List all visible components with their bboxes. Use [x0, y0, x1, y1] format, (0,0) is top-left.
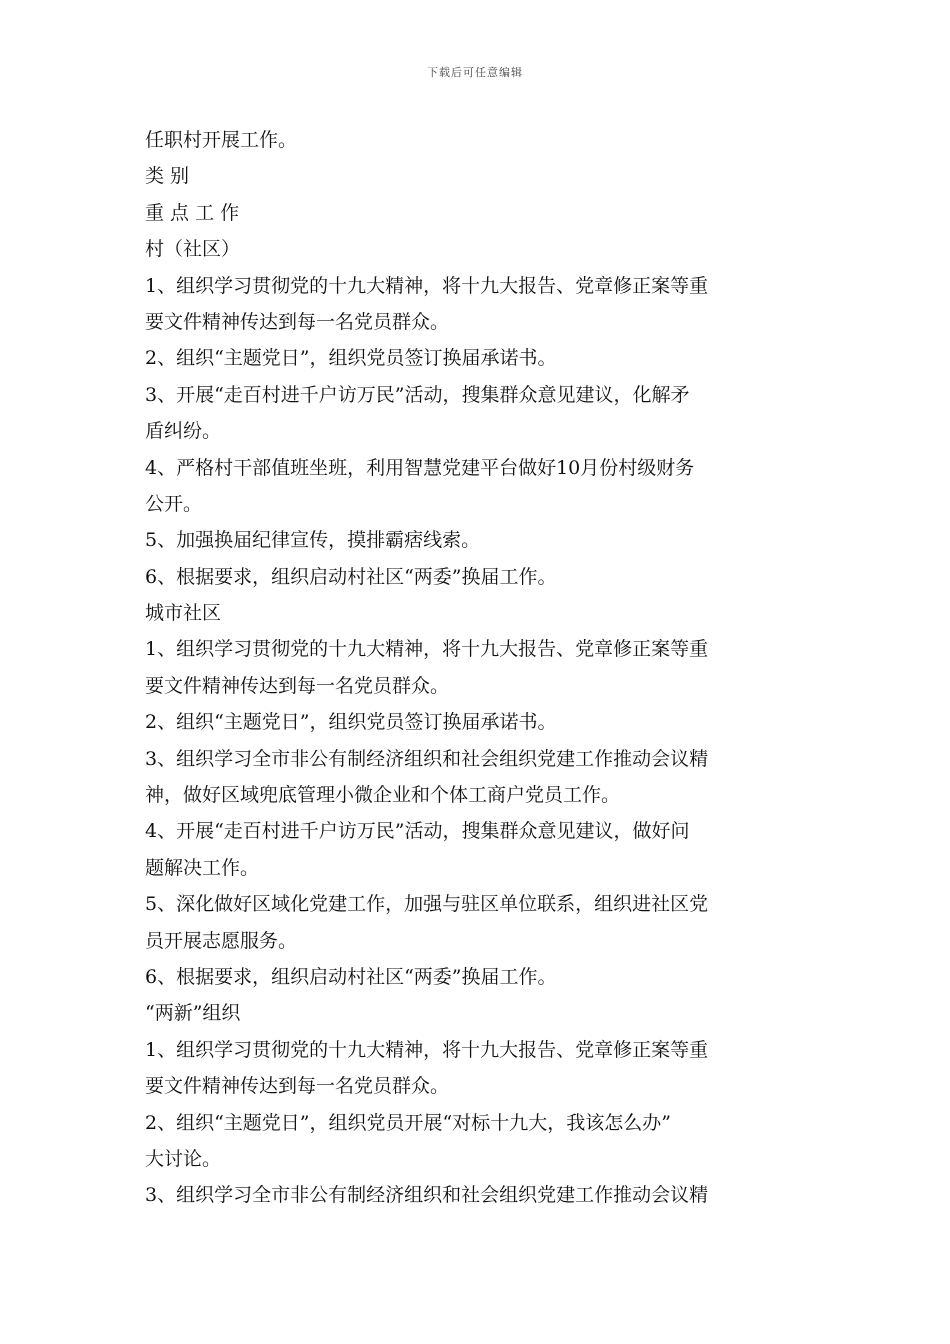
- text-line: 4、开展“走百村进千户访万民”活动，搜集群众意见建议，做好问: [145, 820, 690, 843]
- text-line: 2、组织“主题党日”，组织党员开展“对标十九大，我该怎么办”: [145, 1111, 671, 1134]
- text-line: 5、深化做好区域化党建工作，加强与驻区单位联系，组织进社区党: [145, 893, 709, 916]
- text-line: 要文件精神传达到每一名党员群众。: [145, 1075, 450, 1098]
- text-line: 神，做好区域兜底管理小微企业和个体工商户党员工作。: [145, 784, 621, 807]
- text-line: 重 点 工 作: [145, 201, 240, 224]
- text-line: 6、根据要求，组织启动村社区“两委”换届工作。: [145, 565, 557, 588]
- text-line: 2、组织“主题党日”，组织党员签订换届承诺书。: [145, 347, 557, 370]
- text-line: 6、根据要求，组织启动村社区“两委”换届工作。: [145, 965, 557, 988]
- text-line: 3、组织学习全市非公有制经济组织和社会组织党建工作推动会议精: [145, 1184, 709, 1207]
- text-line: 要文件精神传达到每一名党员群众。: [145, 674, 450, 697]
- text-line: 1、组织学习贯彻党的十九大精神，将十九大报告、党章修正案等重: [145, 638, 709, 661]
- page-header: 下载后可任意编辑: [427, 66, 523, 79]
- text-line: 2、组织“主题党日”，组织党员签订换届承诺书。: [145, 711, 557, 734]
- text-line: 员开展志愿服务。: [145, 929, 298, 952]
- text-line: 要文件精神传达到每一名党员群众。: [145, 310, 450, 333]
- text-line: 1、组织学习贯彻党的十九大精神，将十九大报告、党章修正案等重: [145, 1038, 709, 1061]
- text-line: “两新”组织: [145, 1002, 241, 1025]
- text-line: 大讨论。: [145, 1147, 222, 1170]
- text-line: 4、严格村干部值班坐班，利用智慧党建平台做好10月份村级财务: [145, 456, 695, 479]
- text-line: 1、组织学习贯彻党的十九大精神，将十九大报告、党章修正案等重: [145, 274, 709, 297]
- text-line: 3、开展“走百村进千户访万民”活动，搜集群众意见建议，化解矛: [145, 383, 690, 406]
- text-line: 任职村开展工作。: [145, 129, 298, 151]
- text-line: 城市社区: [145, 602, 222, 625]
- text-line: 题解决工作。: [145, 856, 260, 879]
- text-line: 5、加强换届纪律宣传，摸排霸痞线索。: [145, 529, 481, 552]
- text-line: 村（社区）: [145, 238, 241, 261]
- text-line: 类 别: [145, 165, 190, 188]
- document-body: [145, 122, 810, 1214]
- text-line: 公开。: [145, 492, 203, 515]
- text-line: 盾纠纷。: [145, 420, 222, 443]
- text-line: 3、组织学习全市非公有制经济组织和社会组织党建工作推动会议精: [145, 747, 709, 770]
